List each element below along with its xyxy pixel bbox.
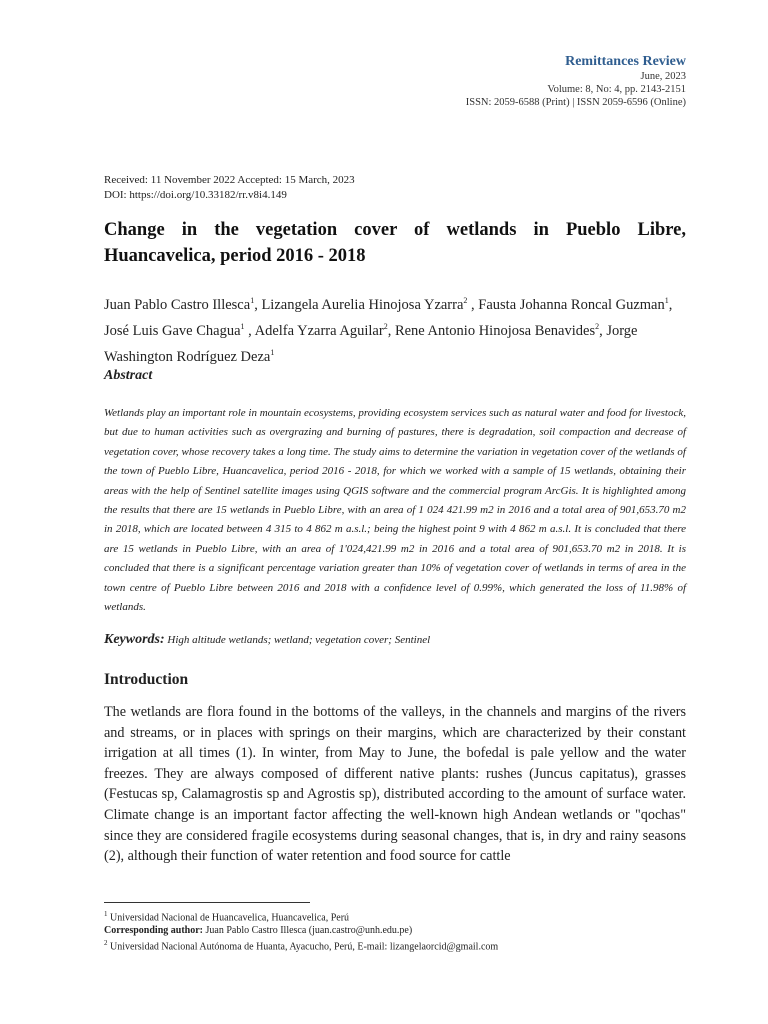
author-name: Adelfa Yzarra Aguilar [254,322,384,339]
author-affiliation: 1 [270,347,275,357]
footnote-marker: 2 [104,939,108,948]
paper-title: Change in the vegetation cover of wetlands in Pueblo Libre, Huancavelica, period 2016 - 2018 [104,220,686,266]
author-affiliation: 1 [240,321,245,331]
author-list: Juan Pablo Castro Illesca$^1$, Lizangela Aurelia Hinojosa Yzarra$^2$ , Fausta Johanna Roncal Guzman$^1$, José Luis Gave Chagua$^1$ , Adelfa Yzarra Aguilar$^2$, Rene Antonio Hinojosa Benavides$^2$, Jorge Washington Rodríguez Deza$^1$ [104,296,673,365]
author-name: José Luis Gave Chagua [104,322,241,339]
author-affiliation: 2 [463,296,468,305]
footnote-marker: 1 [104,910,108,918]
author-name: Lizangela Aurelia Hinojosa Yzarra [261,296,464,313]
keywords-label: Keywords: [104,632,165,647]
author-affiliation: 2 [595,321,600,331]
footnotes [104,908,686,954]
journal-header [466,53,686,109]
introduction-heading: Introduction [104,671,189,688]
footnote-divider [104,902,310,903]
journal-issn: ISSN: 2059-6588 (Print) | ISSN 2059-6596 (Online) [465,97,686,108]
journal-date: June, 2023 [640,71,686,82]
footnote-2 [104,937,686,953]
author-affiliation: 2 [383,321,388,331]
corresponding-author [104,924,686,937]
author-name: Rene Antonio Hinojosa Benavides [394,322,596,339]
article-dates [104,173,355,203]
abstract-text: Wetlands play an important role in mountain ecosystems, providing ecosystem services such as natural water and food for livestock, but due to human activities such as overgrazing and burning of pastures, there is degradation, soil compaction and decrease of vegetation cover, whose recovery takes a long time. The study aims to determine the variation in vegetation cover of the wetlands of the town of Pueblo Libre, Huancavelica, period 2016 - 2018, for which we worked with a sample of 15 wetlands, obtaining their areas with the help of Sentinel satellite images using QGIS software and the commercial program ArcGis. It is highlighted among the results that there are 15 wetlands in Pueblo Libre, with an area of 1 024 421.99 m2 in 2016 and a total area of 901,653.70 m2 in 2018, which are located between 4 315 to 4 862 m a.s.l.; being the highest point 9 with 4 862 m a.s.l. It is concluded that there are 15 wetlands in Pueblo Libre, with an area of 1'024,421.99 m2 in 2016 and a total area of 901,653.70 m2 in 2018. It is concluded that there is a significant percentage variation greater than 10% of vegetation cover of wetlands in terms of area in the town centre of Pueblo Libre between 2016 and 2018 with a confidence level of 0.99%, which generated the loss of 11.98% of wetlands. [104,407,686,614]
corresponding-label: Corresponding author: [104,925,203,937]
footnote-1 [104,908,686,924]
received-accepted: Received: 11 November 2022 Accepted: 15 March, 2023 [104,174,355,186]
footnote-2-text: Universidad Nacional Autónoma de Huanta, Ayacucho, Perú, E-mail: lizangelaorcid@gmail.com [110,941,499,953]
footnote-1-text: Universidad Nacional de Huancavelica, Huancavelica, Perú [110,912,350,924]
author-name: Jorge Washington Rodríguez Deza [104,322,638,365]
introduction-text: The wetlands are flora found in the bottoms of the valleys, in the channels and margins of the rivers and streams, or in places with springs on their margins, which are characterized by their constant irrigation at all times (1). In winter, from May to June, the bofedal is pale yellow and the water freezes. They are always composed of different native plants: rushes (Juncus capitatus), grasses (Festucas sp, Calamagrostis sp and Agrostis sp), distributed according to the amount of surface water. Climate change is an important factor affecting the well-known high Andean wetlands or "qochas" since they are considered fragile ecosystems during seasonal changes, that is, in dry and rainy seasons (2), although their function of water retention and food source for cattle [104,704,686,865]
author-name: Juan Pablo Castro Illesca [104,296,251,313]
doi-link[interactable]: DOI: https://doi.org/10.33182/rr.v8i4.149 [104,189,287,201]
author-name: Fausta Johanna Roncal Guzman [478,296,665,313]
abstract-heading: Abstract [104,368,153,383]
corresponding-text: Juan Pablo Castro Illesca (juan.castro@unh.edu.pe) [205,925,413,937]
journal-volume: Volume: 8, No: 4, pp. 2143-2151 [547,84,686,95]
author-affiliation: 1 [664,296,669,305]
keywords [104,632,686,648]
author-affiliation: 1 [250,296,255,305]
keywords-text: High altitude wetlands; wetland; vegetation cover; Sentinel [167,634,431,646]
journal-name: Remittances Review [565,54,686,69]
